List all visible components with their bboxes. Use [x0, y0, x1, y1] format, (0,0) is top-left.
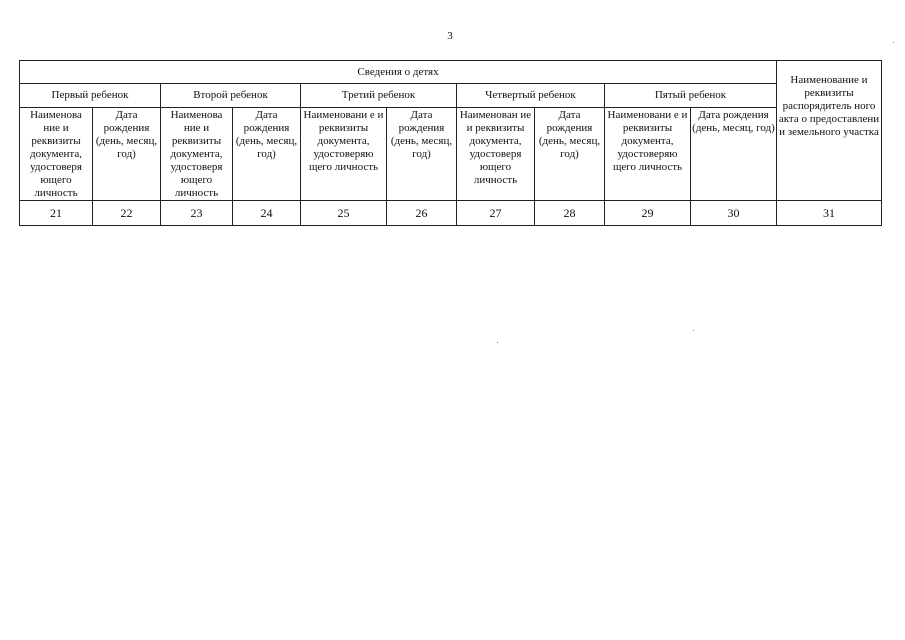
- column-number: 26: [387, 201, 457, 226]
- child-3-header: Третий ребенок: [301, 84, 457, 108]
- page-number: 3: [447, 30, 453, 42]
- child-4-header: Четвертый ребенок: [457, 84, 605, 108]
- column-number: 31: [777, 201, 882, 226]
- column-number: 21: [20, 201, 93, 226]
- child-2-document-header: Наименова ние и реквизиты документа, удостоверя ющего личность: [161, 108, 233, 201]
- scan-speck: [693, 330, 694, 331]
- column-number: 30: [691, 201, 777, 226]
- column-number: 27: [457, 201, 535, 226]
- child-1-header: Первый ребенок: [20, 84, 161, 108]
- column-number: 24: [233, 201, 301, 226]
- column-number: 29: [605, 201, 691, 226]
- child-2-birthdate-header: Дата рождения (день, месяц, год): [233, 108, 301, 201]
- scan-speck: [497, 342, 498, 343]
- child-5-header: Пятый ребенок: [605, 84, 777, 108]
- land-act-header: [777, 61, 882, 201]
- children-info-table: [19, 60, 882, 226]
- land-act-header-text: Наименование и реквизиты распорядитель ного акта о предоставлени и земельного участка: [778, 74, 880, 138]
- column-number: 25: [301, 201, 387, 226]
- child-5-birthdate-header: Дата рождения (день, месяц, год): [691, 108, 777, 201]
- child-1-document-header: Наименова ние и реквизиты документа, удостоверя ющего личность: [20, 108, 93, 201]
- child-2-header: Второй ребенок: [161, 84, 301, 108]
- child-5-document-header: Наименовани е и реквизиты документа, удостоверяю щего личность: [605, 108, 691, 201]
- column-number: 22: [93, 201, 161, 226]
- child-4-document-header: Наименован ие и реквизиты документа, удостоверя ющего личность: [457, 108, 535, 201]
- column-number: 23: [161, 201, 233, 226]
- child-3-birthdate-header: Дата рождения (день, месяц, год): [387, 108, 457, 201]
- child-3-document-header: Наименовани е и реквизиты документа, удостоверяю щего личность: [301, 108, 387, 201]
- scan-speck: [893, 42, 894, 43]
- child-1-birthdate-header: Дата рождения (день, месяц, год): [93, 108, 161, 201]
- child-4-birthdate-header: Дата рождения (день, месяц, год): [535, 108, 605, 201]
- column-number: 28: [535, 201, 605, 226]
- children-info-header: Сведения о детях: [20, 61, 777, 84]
